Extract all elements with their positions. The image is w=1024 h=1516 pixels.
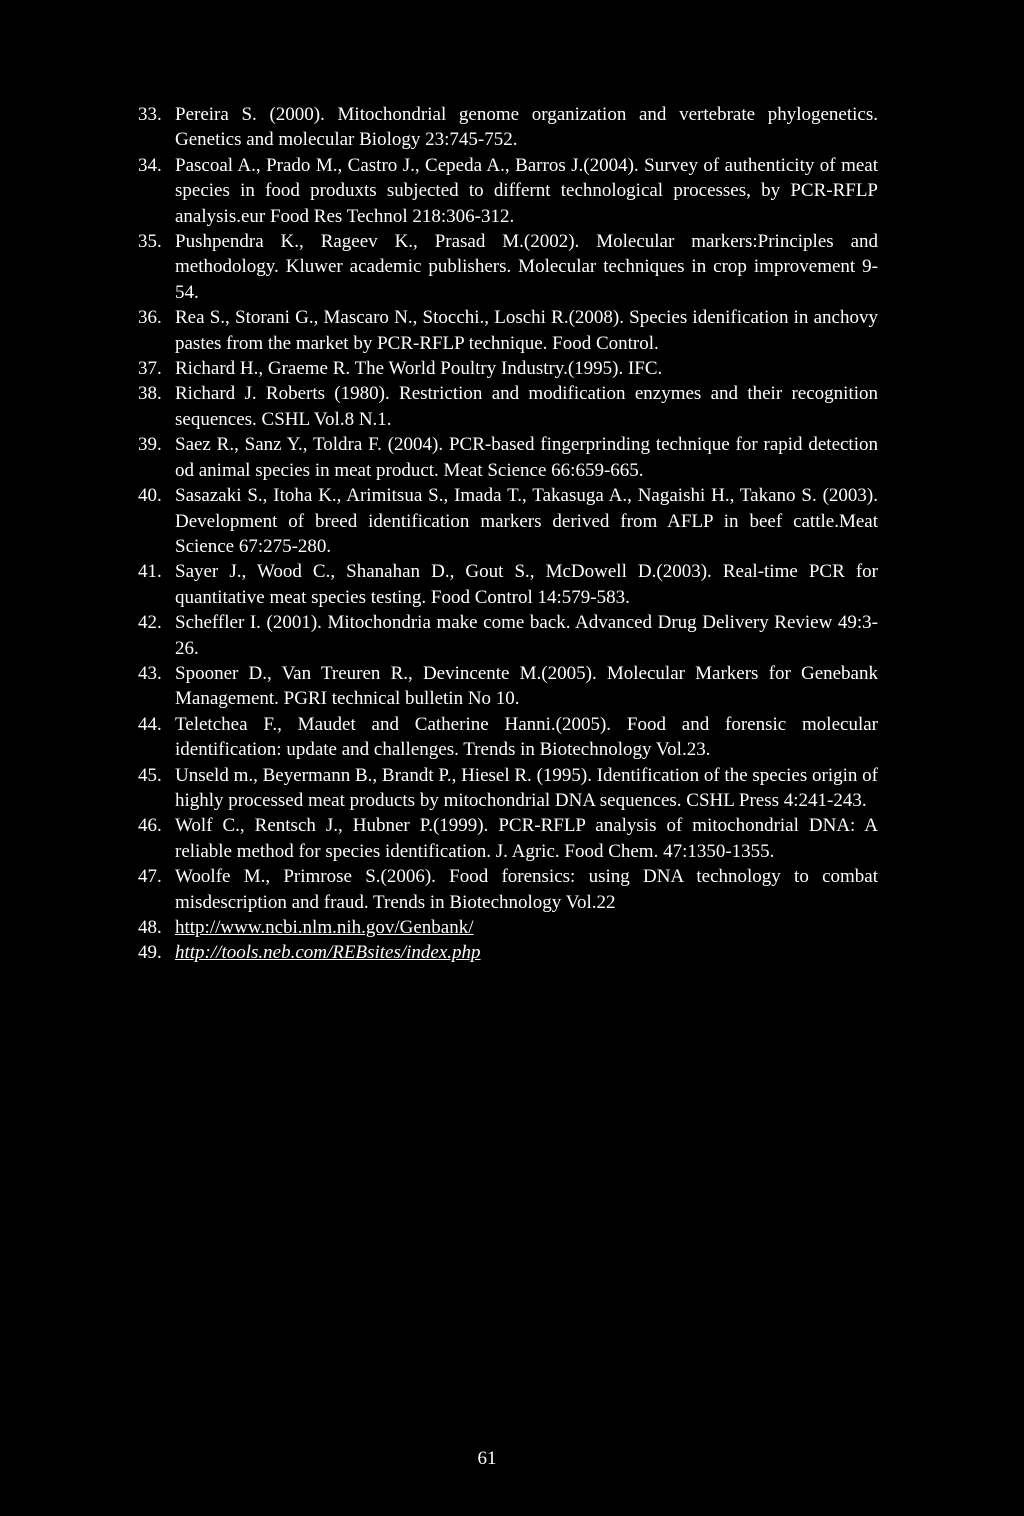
reference-number: 40. — [138, 485, 162, 507]
reference-42 — [138, 610, 878, 661]
reference-37 — [138, 356, 878, 381]
reference-41 — [138, 559, 878, 610]
reference-number: 46. — [138, 815, 162, 837]
reference-36 — [138, 305, 878, 356]
reference-text: Rea S., Storani G., Mascaro N., Stocchi., Loschi R.(2008). Species idenification in anchovy pastes from the market by PCR-RFLP technique. Food Control. — [175, 307, 878, 354]
reference-text: Sasazaki S., Itoha K., Arimitsua S., Imada T., Takasuga A., Nagaishi H., Takano S. (2003). Development of breed identification markers derived from AFLP in beef cattle.Meat Science 67:275-280. — [175, 485, 878, 557]
reference-text: Pascoal A., Prado M., Castro J., Cepeda A., Barros J.(2004). Survey of authenticity of meat species in food produxts subjected to differnt technological processes, by PCR-RFLP analysis.eur Food Res Technol 218:306-312. — [175, 154, 878, 227]
reference-48 — [138, 915, 878, 940]
reference-text: Richard J. Roberts (1980). Restriction and modification enzymes and their recognition sequences. CSHL Vol.8 N.1. — [175, 383, 878, 430]
reference-text: Pereira S. (2000). Mitochondrial genome organization and vertebrate phylogenetics. Genetics and molecular Biology 23:745-752. — [175, 104, 878, 151]
reference-number: 35. — [138, 231, 162, 253]
reference-40 — [138, 483, 878, 559]
reference-number: 49. — [138, 942, 162, 964]
reference-number: 36. — [138, 307, 162, 329]
page-number: 61 — [477, 1448, 497, 1469]
reference-35 — [138, 229, 878, 305]
reference-number: 37. — [138, 358, 162, 380]
reference-44 — [138, 712, 878, 763]
reference-number: 44. — [138, 713, 162, 735]
reference-39 — [138, 432, 878, 483]
reference-text: Wolf C., Rentsch J., Hubner P.(1999). PCR-RFLP analysis of mitochondrial DNA: A reliable method for species identification. J. Agric. Food Chem. 47:1350-1355. — [175, 815, 878, 862]
reference-number: 33. — [138, 104, 162, 125]
reference-34 — [138, 153, 878, 229]
reference-number: 41. — [138, 561, 162, 583]
reference-text: Saez R., Sanz Y., Toldra F. (2004). PCR-based fingerprinding technique for rapid detection od animal species in meat product. Meat Science 66:659-665. — [175, 434, 878, 481]
reference-text: Richard H., Graeme R. The World Poultry Industry.(1995). IFC. — [175, 358, 663, 380]
reference-text: Unseld m., Beyermann B., Brandt P., Hiesel R. (1995). Identification of the species origin of highly processed meat products by mitochondrial DNA sequences. CSHL Press 4:241-243. — [175, 764, 878, 811]
reference-list — [138, 102, 878, 966]
reference-text: Sayer J., Wood C., Shanahan D., Gout S., McDowell D.(2003). Real-time PCR for quantitative meat species testing. Food Control 14:579-583. — [175, 561, 878, 608]
reference-number: 48. — [138, 917, 162, 938]
reference-number: 45. — [138, 764, 162, 786]
reference-text: Pushpendra K., Rageev K., Prasad M.(2002). Molecular markers:Principles and methodology. Kluwer academic publishers. Molecular techniques in crop improvement 9-54. — [175, 231, 878, 303]
reference-number: 38. — [138, 383, 162, 405]
reference-number: 34. — [138, 154, 162, 176]
reference-text: Spooner D., Van Treuren R., Devincente M.(2005). Molecular Markers for Genebank Management. PGRI technical bulletin No 10. — [175, 662, 878, 710]
reference-45 — [138, 763, 878, 814]
reference-number: 43. — [138, 662, 162, 684]
reference-43 — [138, 661, 878, 712]
reference-49 — [138, 940, 878, 965]
reference-38 — [138, 381, 878, 432]
reference-text: Scheffler I. (2001). Mitochondria make come back. Advanced Drug Delivery Review 49:3-26. — [175, 612, 878, 659]
reference-46 — [138, 813, 878, 864]
reference-number: 39. — [138, 434, 162, 456]
rebsites-link[interactable]: http://tools.neb.com/REBsites/index.php — [175, 942, 481, 964]
reference-33 — [138, 102, 878, 153]
reference-text: Teletchea F., Maudet and Catherine Hanni.(2005). Food and forensic molecular identification: update and challenges. Trends in Biotechnology Vol.23. — [175, 713, 878, 761]
reference-number: 47. — [138, 866, 162, 888]
reference-text: Woolfe M., Primrose S.(2006). Food forensics: using DNA technology to combat misdescription and fraud. Trends in Biotechnology Vol.22 — [175, 866, 878, 913]
reference-number: 42. — [138, 612, 162, 634]
reference-47 — [138, 864, 878, 915]
genbank-link[interactable]: http://www.ncbi.nlm.nih.gov/Genbank/ — [175, 917, 474, 938]
